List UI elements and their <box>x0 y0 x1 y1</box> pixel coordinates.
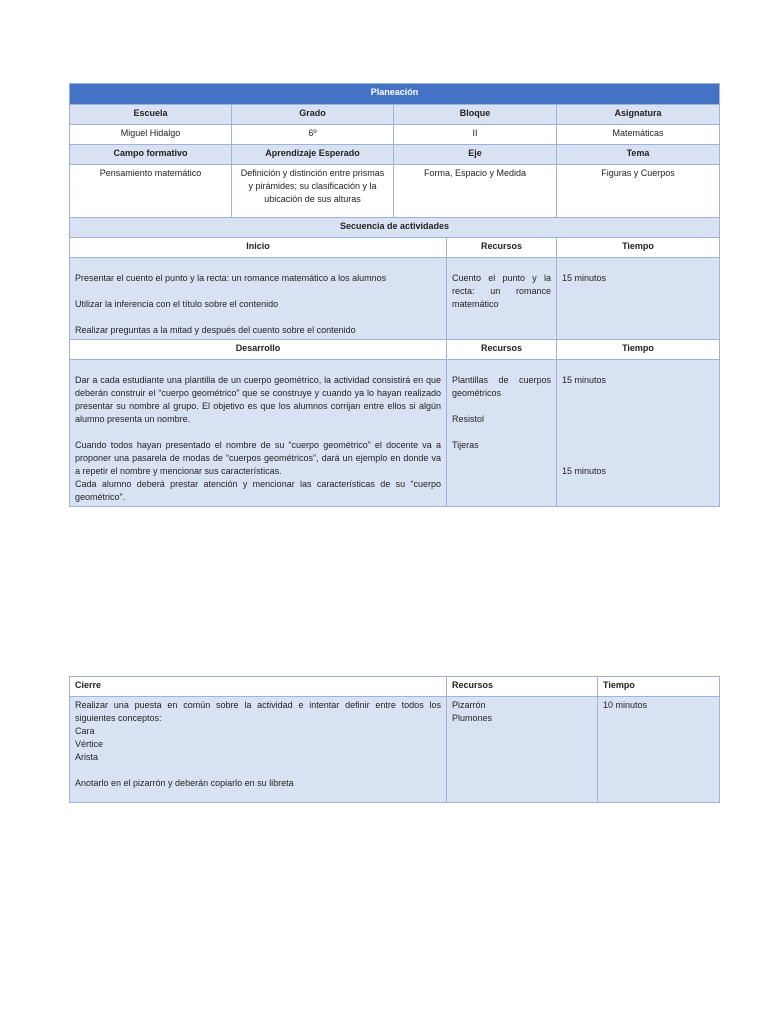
cierre-recursos-heading: Recursos <box>447 677 598 697</box>
inicio-recursos-heading: Recursos <box>447 238 557 258</box>
desarrollo-paragraph-2: Cuando todos hayan presentado el nombre de su “cuerpo geométrico” el docente va a proponer una pasarela de modas de “cuerpos geométricos”, dará un ejemplo en donde va a repetir el nombre y mencionar sus características. <box>75 440 441 476</box>
desarrollo-recursos <box>447 360 557 507</box>
value-asignatura: Matemáticas <box>557 125 720 145</box>
cierre-table <box>69 676 720 803</box>
desarrollo-paragraph-3: Cada alumno deberá prestar atención y mencionar las características de su “cuerpo geométrico”. <box>75 479 441 502</box>
concepto-cara: Cara <box>75 726 95 736</box>
cierre-recursos <box>447 697 598 803</box>
cierre-actividades <box>70 697 447 803</box>
inicio-paragraph-1: Presentar el cuento el punto y la recta: un romance matemático a los alumnos <box>75 273 387 283</box>
desarrollo-tiempos <box>557 360 720 507</box>
cierre-tiempo-heading: Tiempo <box>598 677 720 697</box>
cierre-tiempo: 10 minutos <box>598 697 720 803</box>
desarrollo-tiempo-1: 15 minutos <box>562 375 607 385</box>
desarrollo-recurso-resistol: Resistol <box>452 414 485 424</box>
cierre-recurso-pizarron: Pizarrón <box>452 700 486 710</box>
value-bloque: II <box>394 125 557 145</box>
desarrollo-recurso-plantillas: Plantillas de cuerpos geométricos <box>452 375 551 398</box>
planeacion-table <box>69 83 720 507</box>
inicio-recursos: Cuento el punto y la recta: un romance matemático <box>447 258 557 340</box>
value-tema: Figuras y Cuerpos <box>557 165 720 218</box>
inicio-actividades <box>70 258 447 340</box>
inicio-heading: Inicio <box>70 238 447 258</box>
value-grado: 6º <box>232 125 394 145</box>
header-eje: Eje <box>394 145 557 165</box>
header-escuela: Escuela <box>70 105 232 125</box>
cierre-heading: Cierre <box>70 677 447 697</box>
value-eje: Forma, Espacio y Medida <box>394 165 557 218</box>
table-title: Planeación <box>70 84 720 105</box>
header-bloque: Bloque <box>394 105 557 125</box>
desarrollo-paragraph-1: Dar a cada estudiante una plantilla de un cuerpo geométrico, la actividad consistirá en que deberán construir el “cuerpo geométrico” que se construye y cuando ya lo hayan realizado presentar su nombre al grupo. El objetivo es que los alumnos corrijan entre ellos si algún alumno presenta un nombre. <box>75 375 441 424</box>
header-grado: Grado <box>232 105 394 125</box>
header-asignatura: Asignatura <box>557 105 720 125</box>
inicio-paragraph-3: Realizar preguntas a la mitad y después del cuento sobre el contenido <box>75 325 356 335</box>
cierre-paragraph-2: Anotarlo en el pizarrón y deberán copiarlo en su libreta <box>75 778 294 788</box>
desarrollo-recursos-heading: Recursos <box>447 340 557 360</box>
desarrollo-actividades <box>70 360 447 507</box>
inicio-tiempo-heading: Tiempo <box>557 238 720 258</box>
inicio-paragraph-2: Utilizar la inferencia con el título sobre el contenido <box>75 299 279 309</box>
value-aprendizaje-esperado: Definición y distinción entre prismas y pirámides; su clasificación y la ubicación de sus alturas <box>232 165 394 218</box>
concepto-arista: Arista <box>75 752 99 762</box>
value-escuela: Miguel Hidalgo <box>70 125 232 145</box>
header-tema: Tema <box>557 145 720 165</box>
desarrollo-recurso-tijeras: Tijeras <box>452 440 479 450</box>
desarrollo-tiempo-heading: Tiempo <box>557 340 720 360</box>
desarrollo-heading: Desarrollo <box>70 340 447 360</box>
value-campo-formativo: Pensamiento matemático <box>70 165 232 218</box>
header-aprendizaje-esperado: Aprendizaje Esperado <box>232 145 394 165</box>
concepto-vertice: Vértice <box>75 739 104 749</box>
desarrollo-tiempo-2: 15 minutos <box>562 466 607 476</box>
header-campo-formativo: Campo formativo <box>70 145 232 165</box>
secuencia-heading: Secuencia de actividades <box>70 218 720 238</box>
cierre-recurso-plumones: Plumones <box>452 713 493 723</box>
inicio-tiempo: 15 minutos <box>557 258 720 340</box>
cierre-paragraph-1: Realizar una puesta en común sobre la actividad e intentar definir entre todos los siguientes conceptos: <box>75 700 441 723</box>
